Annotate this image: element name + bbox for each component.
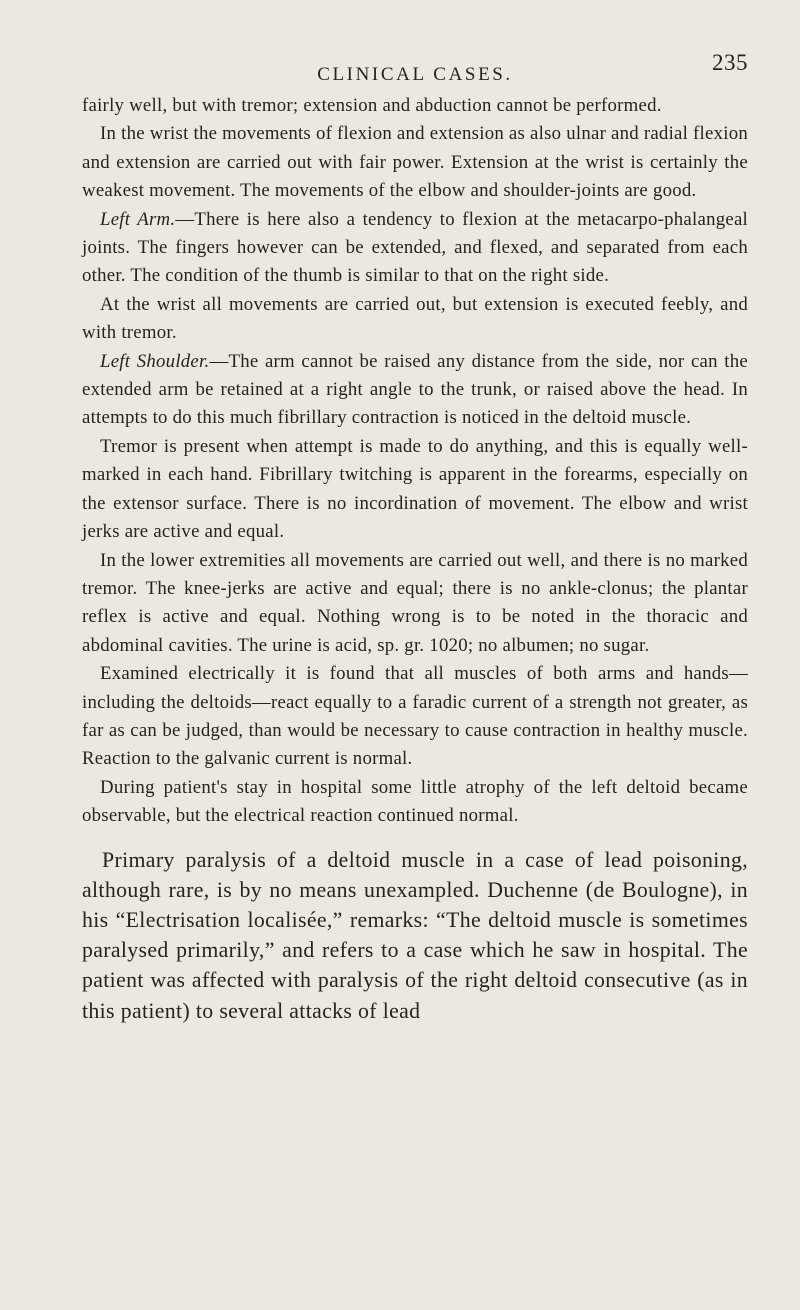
paragraph-text: In the wrist the movements of flexion and extension as also ulnar and radial flexion and extension are carried out with fair power. Extension at the wrist is certainly the weakest movement. The movements of the elbow and shoulder-joints are good. [82,123,748,202]
paragraph-text: During patient's stay in hospital some little atrophy of the left deltoid became observable, but the electrical reaction continued normal. [82,776,748,827]
paragraph-left-arm [82,206,748,291]
discussion-section [82,845,748,1026]
paragraph-text: —There is here also a tendency to flexion at the metacarpo-phalangeal joints. The fingers however can be extended, and flexed, and separated from each other. The condition of the thumb is similar to that on the right side. [82,208,748,287]
paragraph-text: fairly well, but with tremor; extension and abduction cannot be performed. [82,95,662,116]
paragraph-text: In the lower extremities all movements are carried out well, and there is no marked tremor. The knee-jerks are active and equal; there is no ankle-clonus; the plantar reflex is active and equal. Nothing wrong is to be noted in the thoracic and abdominal cavities. The urine is acid, sp. gr. 1020; no albumen; no sugar. [82,549,748,656]
paragraph-wrist [82,120,748,205]
paragraph-left-wrist [82,291,748,348]
paragraph-left-shoulder [82,348,748,433]
paragraph-tremor [82,433,748,547]
discussion-paragraph: Primary paralysis of a deltoid muscle in a case of lead poisoning, although rare, is by no means unexampled. Duchenne (de Boulogne), in his “Electrisation localisée,” remarks: “The deltoid muscle is sometimes paralysed primarily,” and refers to a case which he saw in hospital. The patient was affected with paralysis of the right deltoid consecutive (as in this patient) to several attacks of lead [82,847,748,1023]
paragraph-electrical-exam [82,660,748,774]
paragraph-text: Examined electrically it is found that all muscles of both arms and hands—including the deltoids—react equally to a faradic current of a strength not greater, as far as can be judged, than would be necessary to cause contraction in healthy muscle. Reaction to the galvanic current is normal. [82,663,748,770]
paragraph-lead: Left Shoulder. [100,350,210,372]
paragraph-text: —The arm cannot be raised any distance from the side, nor can the extended arm be retained at a right angle to the trunk, or raised above the head. In attempts to do this much fibrillary contraction is noticed in the deltoid muscle. [82,350,748,429]
paragraph-hospital-stay [82,774,748,831]
case-notes [82,92,748,831]
paragraph-lead: Left Arm. [100,208,176,230]
paragraph-text: At the wrist all movements are carried out, but extension is executed feebly, and with tremor. [82,293,748,344]
running-head: CLINICAL CASES. [317,64,513,85]
page-header [82,48,748,88]
paragraph-text: Tremor is present when attempt is made to do anything, and this is equally well-marked in each hand. Fibrillary twitching is apparent in the forearms, especially on the extensor surface. There is no incordination of movement. The elbow and wrist jerks are active and equal. [82,435,748,543]
page-number: 235 [712,50,748,75]
paragraph-continuation [82,92,748,120]
paragraph-lower-extremities [82,547,748,661]
